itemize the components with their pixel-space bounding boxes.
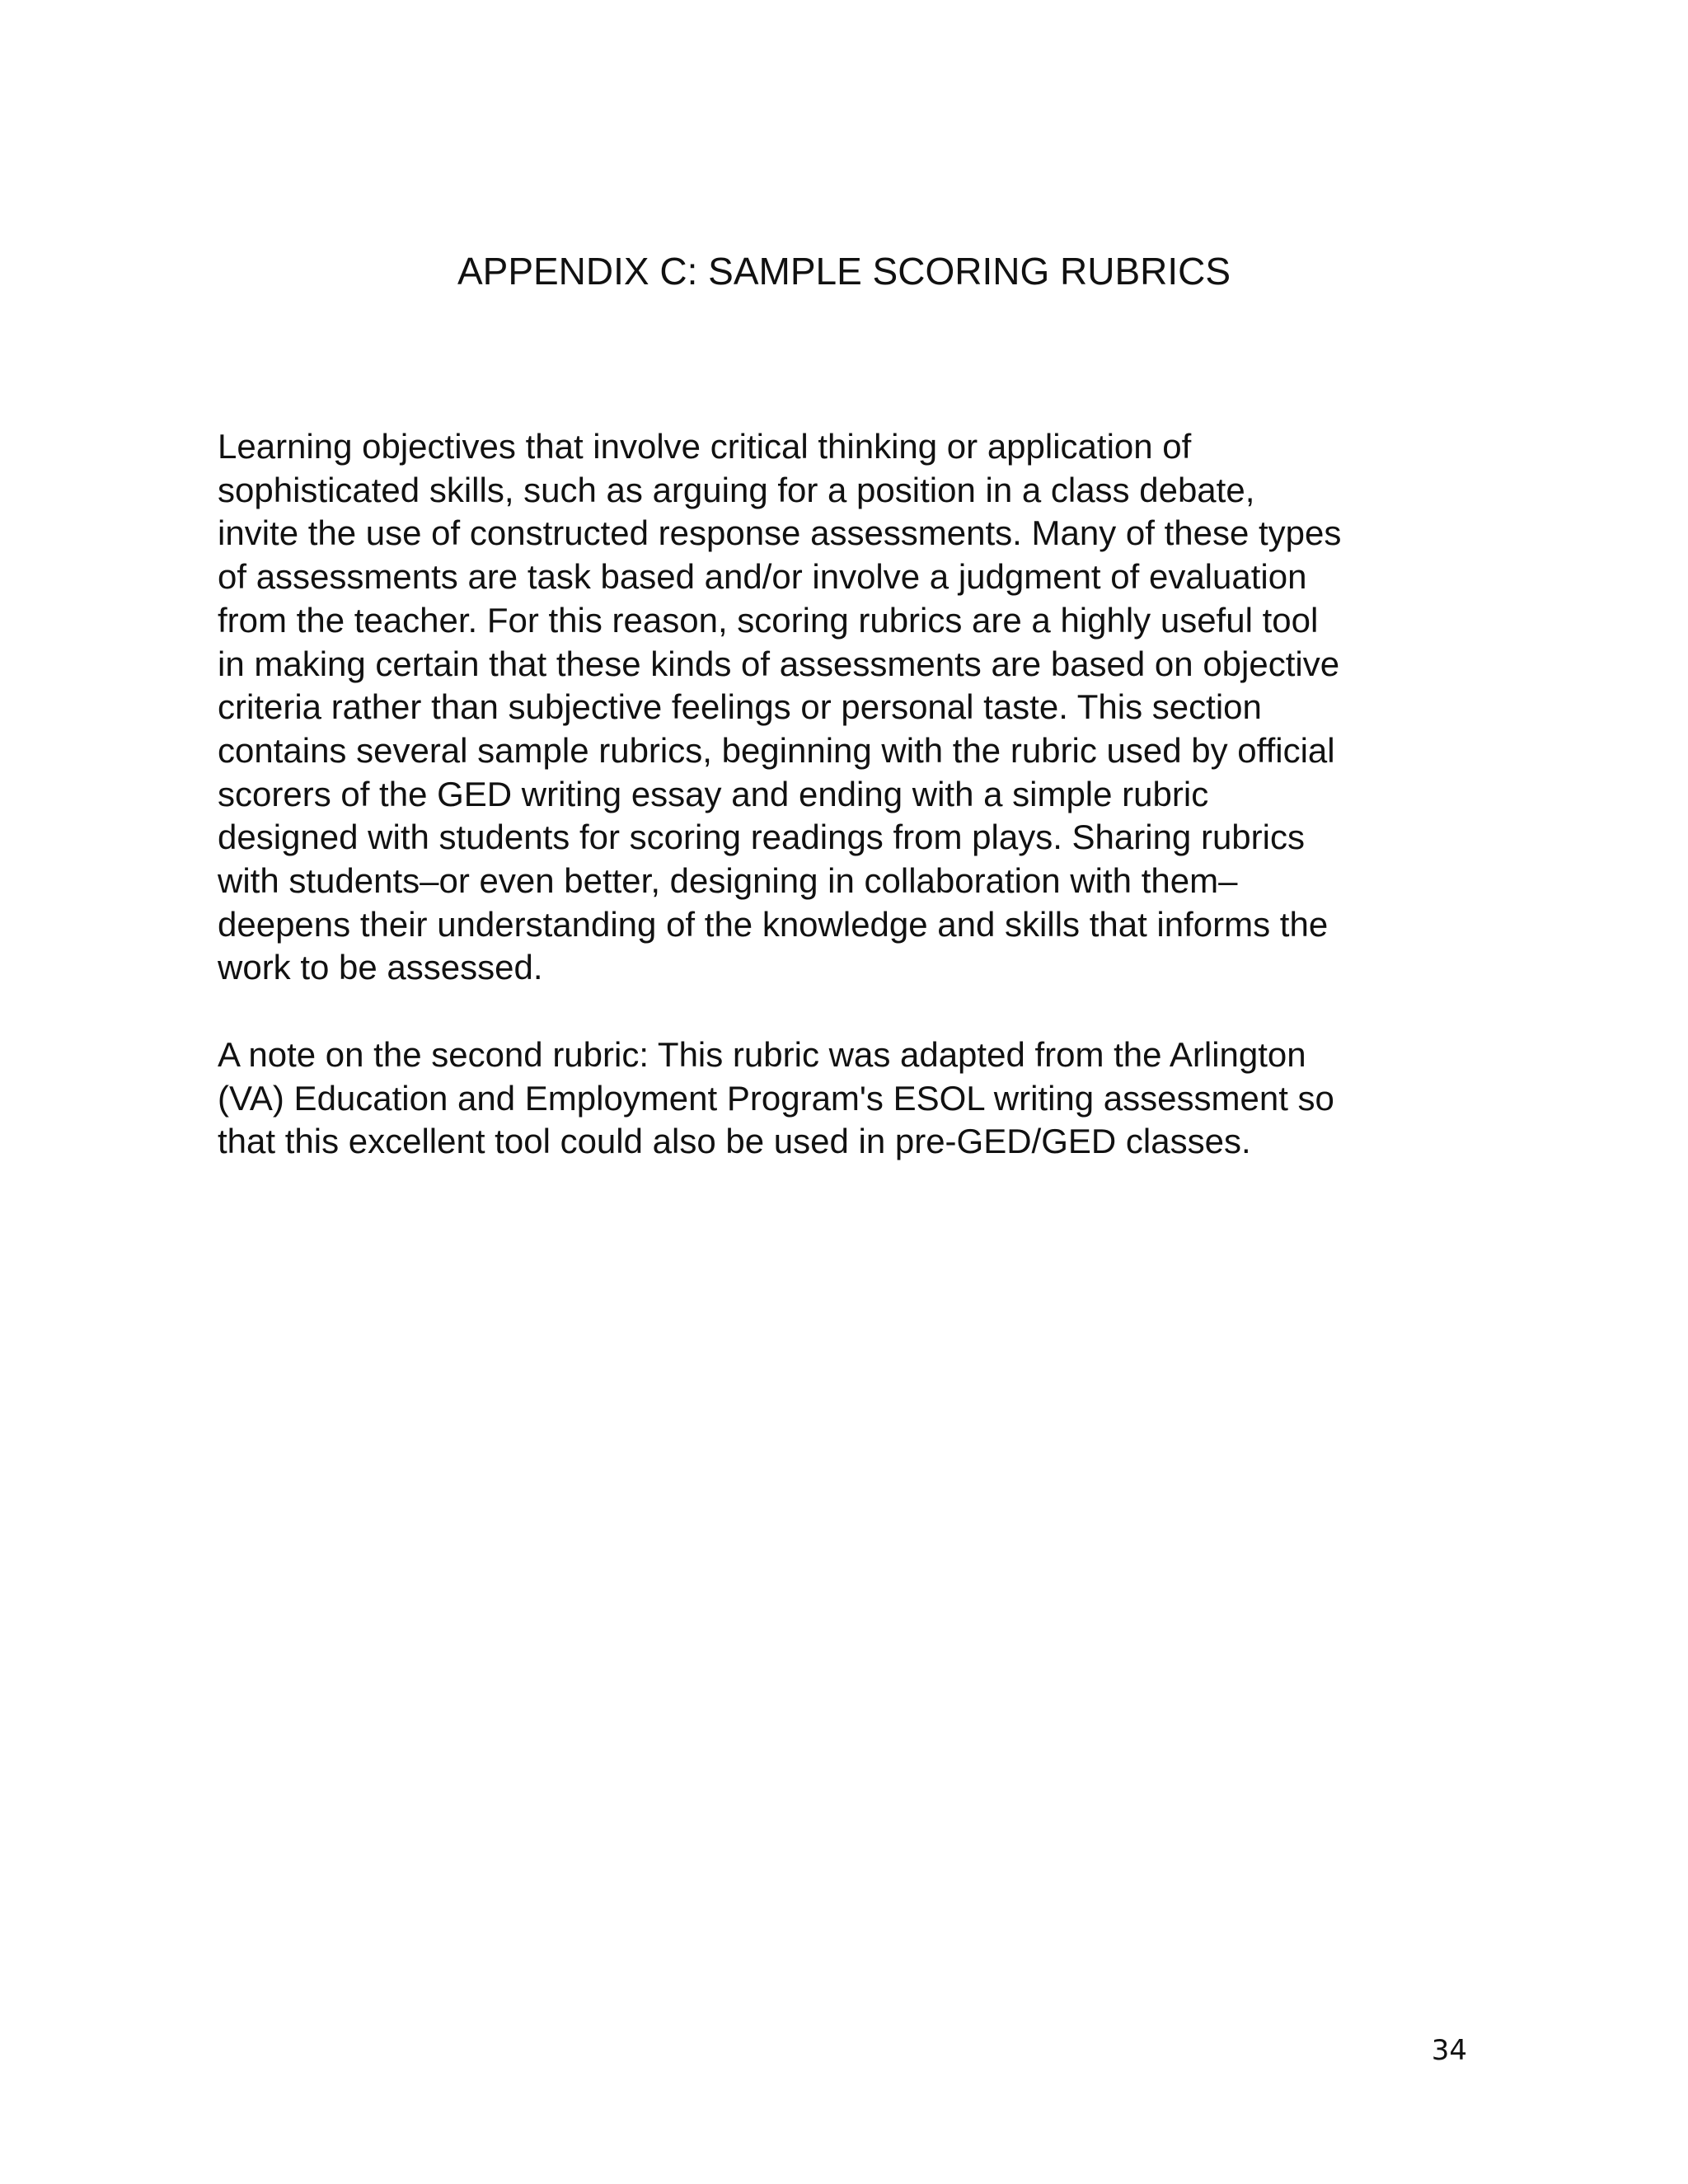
paragraph-line: Learning objectives that involve critical thinking or application of (218, 427, 1192, 466)
body-paragraph-note (218, 1033, 1479, 1164)
paragraph-line: A note on the second rubric: This rubric was adapted from the Arlington (218, 1035, 1306, 1074)
paragraph-line: designed with students for scoring readings from plays. Sharing rubrics (218, 818, 1305, 857)
paragraph-line: sophisticated skills, such as arguing for a position in a class debate, (218, 470, 1255, 509)
paragraph-line: scorers of the GED writing essay and ending with a simple rubric (218, 774, 1209, 813)
paragraph-line: that this excellent tool could also be used in pre-GED/GED classes. (218, 1122, 1251, 1161)
paragraph-line: invite the use of constructed response assessments. Many of these types (218, 513, 1342, 553)
body-paragraph-intro (218, 425, 1479, 990)
paragraph-line: with students–or even better, designing in collaboration with them– (218, 861, 1238, 901)
paragraph-line: in making certain that these kinds of assessments are based on objective (218, 644, 1340, 683)
paragraph-line: deepens their understanding of the knowledge and skills that informs the (218, 904, 1329, 944)
paragraph-line: of assessments are task based and/or involve a judgment of evaluation (218, 557, 1307, 597)
page-title: APPENDIX C: SAMPLE SCORING RUBRICS (457, 250, 1231, 293)
paragraph-line: (VA) Education and Employment Program's ESOL writing assessment so (218, 1078, 1334, 1118)
paragraph-line: contains several sample rubrics, beginning with the rubric used by official (218, 730, 1335, 770)
paragraph-line: work to be assessed. (218, 948, 543, 987)
paragraph-line: from the teacher. For this reason, scoring rubrics are a highly useful tool (218, 600, 1319, 640)
paragraph-line: criteria rather than subjective feelings or personal taste. This section (218, 687, 1262, 727)
page-number: 34 (1431, 2034, 1467, 2067)
